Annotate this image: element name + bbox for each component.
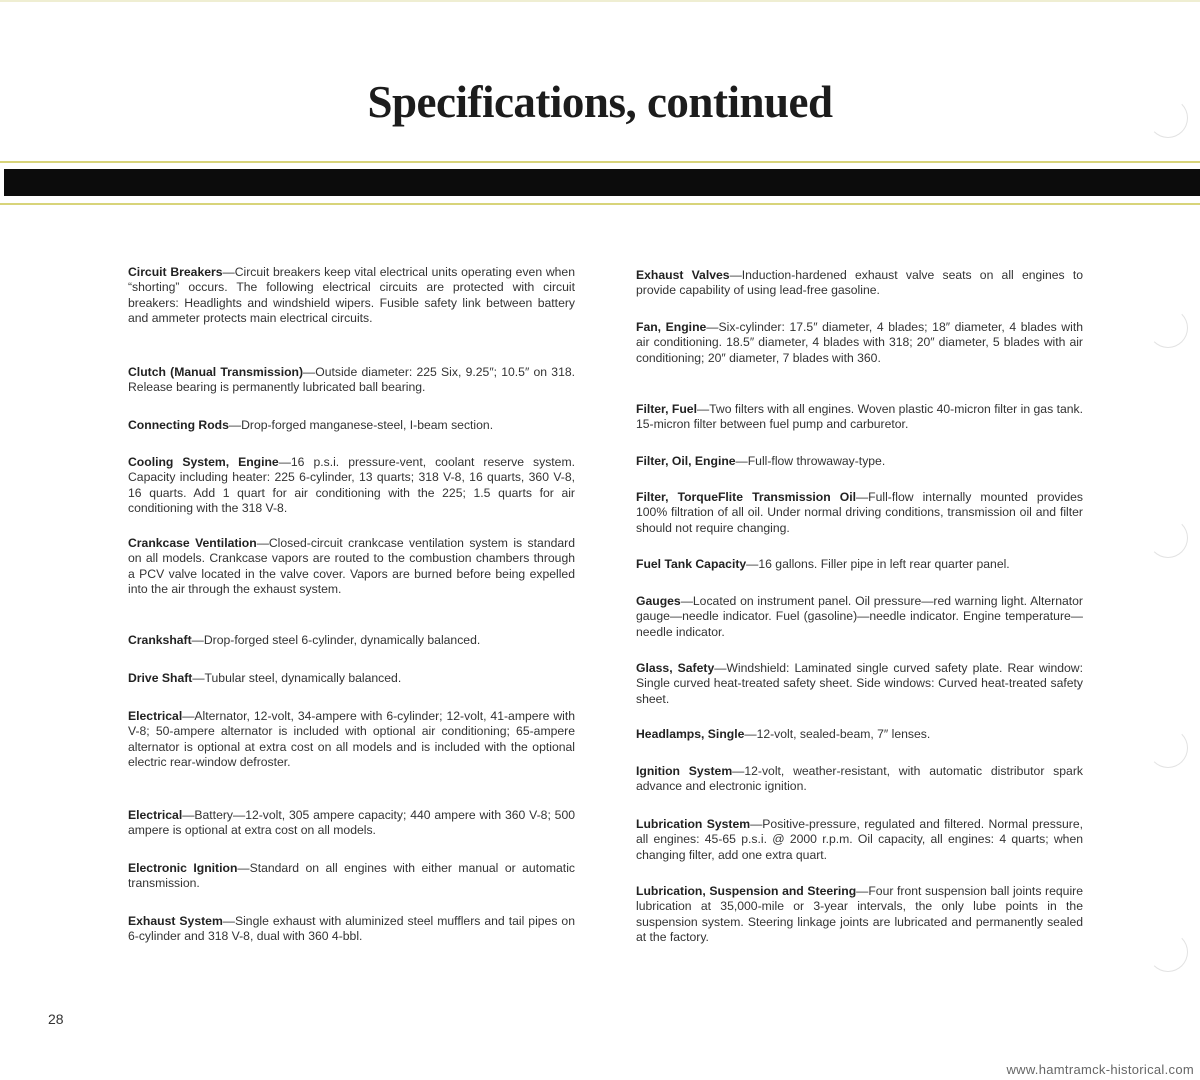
spec-entry bbox=[636, 557, 1083, 572]
spec-term: Lubrication System bbox=[636, 817, 751, 831]
spec-text: —Full-flow internally mounted provides 100% filtration of all oil. Under normal driving conditions, transmission oil and filter should not require changing. bbox=[636, 490, 1083, 535]
spec-text: —Induction-hardened exhaust valve seats on all engines to provide capability of using lead-free gasoline. bbox=[636, 268, 1083, 298]
spec-entry bbox=[636, 320, 1083, 366]
spec-entry bbox=[128, 633, 575, 648]
page-title: Specifications, continued bbox=[367, 77, 833, 127]
spec-entry bbox=[128, 914, 575, 945]
spec-term: Exhaust System bbox=[128, 914, 223, 928]
spec-text: —16 p.s.i. pressure-vent, coolant reserve system. Capacity including heater: 225 6-cylinder, 13 quarts; 318 V-8, 16 quarts, 360 V-8, 16 quarts. Add 1 quart for air conditioning with the 225; 1.5 quarts for air conditioning with the 318 V-8. bbox=[128, 455, 575, 515]
spec-text: —Alternator, 12-volt, 34-ampere with 6-cylinder; 12-volt, 41-ampere with V-8; 50-ampere alternator is included with optional air conditioning; 65-ampere alternator is optional at extra cost on all models and is included with the optional electric rear-window defroster. bbox=[128, 709, 575, 769]
spec-term: Cooling System, Engine bbox=[128, 455, 279, 469]
stripe-black-bar bbox=[4, 169, 1200, 196]
spec-entry bbox=[636, 268, 1083, 299]
stripe-top-line bbox=[0, 161, 1200, 163]
spec-term: Exhaust Valves bbox=[636, 268, 730, 282]
watermark-url: www.hamtramck-historical.com bbox=[1006, 1062, 1194, 1077]
spec-term: Ignition System bbox=[636, 764, 733, 778]
binder-hole bbox=[1148, 932, 1188, 972]
spec-term: Crankcase Ventilation bbox=[128, 536, 257, 550]
spec-entry bbox=[128, 418, 575, 433]
page-number: 28 bbox=[48, 1011, 64, 1027]
binder-hole bbox=[1148, 518, 1188, 558]
binder-hole bbox=[1148, 98, 1188, 138]
spec-text: —Circuit breakers keep vital electrical units operating even when “shorting” occurs. The following electrical circuits are protected with circuit breakers: Headlights and windshield wipers. Fusible safety link between battery and ammeter protects main electrical circuits. bbox=[128, 265, 575, 325]
spec-entry bbox=[128, 365, 575, 396]
spec-entry bbox=[636, 490, 1083, 536]
spec-text: —Two filters with all engines. Woven plastic 40-micron filter in gas tank. 15-micron filter between fuel pump and carburetor. bbox=[636, 402, 1083, 432]
header-stripe bbox=[0, 158, 1200, 208]
spec-term: Fuel Tank Capacity bbox=[636, 557, 747, 571]
spec-text: —Single exhaust with aluminized steel mufflers and tail pipes on 6-cylinder and 318 V-8, dual with 360 4-bbl. bbox=[128, 914, 575, 944]
spec-text: —Battery—12-volt, 305 ampere capacity; 440 ampere with 360 V-8; 500 ampere is optional at extra cost on all models. bbox=[128, 808, 575, 838]
spec-text: —Located on instrument panel. Oil pressure—red warning light. Alternator gauge—needle indicator. Fuel (gasoline)—needle indicator. Engine temperature—needle indicator. bbox=[636, 594, 1083, 639]
spec-term: Circuit Breakers bbox=[128, 265, 223, 279]
spec-term: Filter, Fuel bbox=[636, 402, 697, 416]
spec-term: Clutch (Manual Transmission) bbox=[128, 365, 304, 379]
spec-entry bbox=[128, 265, 575, 326]
spec-term: Filter, TorqueFlite Transmission Oil bbox=[636, 490, 856, 504]
spec-term: Crankshaft bbox=[128, 633, 192, 647]
spec-text: —Six-cylinder: 17.5″ diameter, 4 blades; 18″ diameter, 4 blades with air conditioning. 18.5″ diameter, 4 blades with 318; 20″ diameter, 5 blades with air conditioning; 20″ diameter, 7 blades with 360. bbox=[636, 320, 1083, 365]
spec-entry bbox=[128, 536, 575, 597]
spec-text: —Windshield: Laminated single curved safety plate. Rear window: Single curved heat-treated safety sheet. Side windows: Curved heat-treated safety sheet. bbox=[636, 661, 1083, 706]
spec-entry bbox=[128, 808, 575, 839]
spec-text: —Closed-circuit crankcase ventilation system is standard on all models. Crankcase vapors are routed to the combustion chambers through a PCV valve located in the valve cover. Vapors are burned before being expelled into the air through the exhaust system. bbox=[128, 536, 575, 596]
spec-entry bbox=[636, 727, 1083, 742]
spec-text: —12-volt, sealed-beam, 7″ lenses. bbox=[744, 727, 931, 741]
spec-entry bbox=[128, 709, 575, 770]
spec-entry bbox=[636, 884, 1083, 945]
spec-text: —Positive-pressure, regulated and filtered. Normal pressure, all engines: 45-65 p.s.i. @ 2000 r.p.m. Oil capacity, all engines: 4 quarts; when changing filter, add one extra quart. bbox=[636, 817, 1083, 862]
spec-term: Glass, Safety bbox=[636, 661, 715, 675]
spec-entry bbox=[636, 817, 1083, 863]
spec-text: —Four front suspension ball joints require lubrication at 35,000-mile or 3-year intervals, the only lube points in the suspension system. Steering linkage joints are lubricated and permanently sealed at the factory. bbox=[636, 884, 1083, 944]
spec-text: —16 gallons. Filler pipe in left rear quarter panel. bbox=[746, 557, 1010, 571]
spec-term: Electrical bbox=[128, 808, 183, 822]
spec-term: Fan, Engine bbox=[636, 320, 707, 334]
spec-term: Connecting Rods bbox=[128, 418, 229, 432]
top-rule bbox=[0, 0, 1200, 2]
binder-hole bbox=[1148, 728, 1188, 768]
spec-term: Headlamps, Single bbox=[636, 727, 745, 741]
spec-entry bbox=[128, 455, 575, 516]
spec-text: —12-volt, weather-resistant, with automatic distributor spark advance and electronic ignition. bbox=[636, 764, 1083, 794]
spec-term: Drive Shaft bbox=[128, 671, 193, 685]
spec-term: Electronic Ignition bbox=[128, 861, 238, 875]
spec-entry bbox=[636, 402, 1083, 433]
spec-text: —Drop-forged steel 6-cylinder, dynamically balanced. bbox=[191, 633, 481, 647]
spec-entry bbox=[128, 671, 575, 686]
spec-term: Lubrication, Suspension and Steering bbox=[636, 884, 857, 898]
spec-text: —Drop-forged manganese-steel, I-beam section. bbox=[228, 418, 494, 432]
spec-term: Filter, Oil, Engine bbox=[636, 454, 736, 468]
spec-entry bbox=[636, 661, 1083, 707]
spec-text: —Standard on all engines with either manual or automatic transmission. bbox=[128, 861, 575, 891]
stripe-bottom-line bbox=[0, 203, 1200, 205]
spec-entry bbox=[636, 594, 1083, 640]
spec-term: Gauges bbox=[636, 594, 681, 608]
spec-text: —Outside diameter: 225 Six, 9.25″; 10.5″ on 318. Release bearing is permanently lubricated ball bearing. bbox=[128, 365, 576, 395]
binder-hole bbox=[1148, 308, 1188, 348]
spec-entry bbox=[128, 861, 575, 892]
spec-term: Electrical bbox=[128, 709, 183, 723]
spec-entry bbox=[636, 764, 1083, 795]
spec-text: —Tubular steel, dynamically balanced. bbox=[192, 671, 402, 685]
spec-entry bbox=[636, 454, 1083, 469]
spec-text: —Full-flow throwaway-type. bbox=[735, 454, 886, 468]
